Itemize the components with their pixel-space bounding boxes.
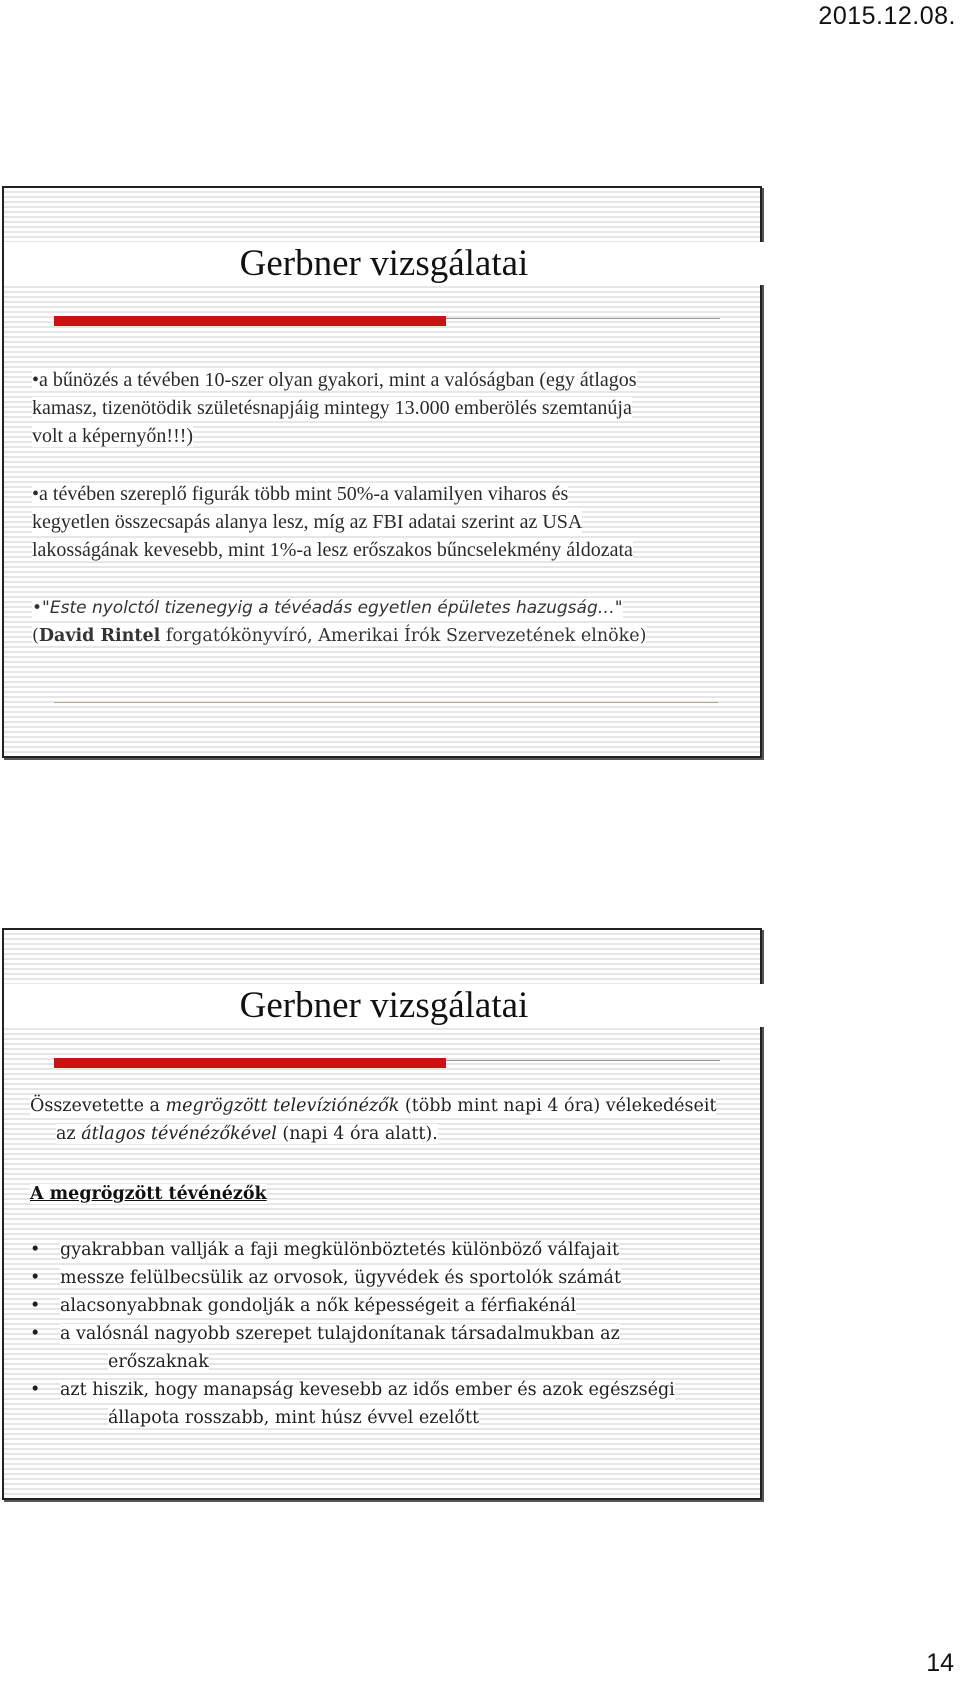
- list-item-continuation: erőszaknak: [108, 1352, 209, 1372]
- attribution-role: forgatókönyvíró, Amerikai Írók Szervezetének elnöke): [160, 626, 647, 646]
- list-item-text: messze felülbecsülik az orvosok, ügyvédek és sportolók számát: [60, 1268, 621, 1288]
- list-item-text: alacsonyabbnak gondolják a nők képességeit a férfiakénál: [60, 1296, 577, 1316]
- slide-title: [4, 242, 764, 285]
- slide-2: [2, 928, 762, 1500]
- list-item-text: gyakrabban vallják a faji megkülönböztetés különböző válfajait: [60, 1240, 619, 1260]
- page-number: 14: [926, 1649, 954, 1677]
- slide-title: [4, 984, 764, 1027]
- title-rule: [446, 1060, 720, 1061]
- list-item: [24, 1264, 754, 1292]
- bullet-dot: •: [32, 598, 43, 618]
- list-item-text: a valósnál nagyobb szerepet tulajdonítanak társadalmukban az: [60, 1324, 620, 1344]
- slide-1: [2, 186, 762, 758]
- bullet-dot: •: [30, 1296, 41, 1316]
- section-heading: [30, 1180, 267, 1208]
- bullet-text-line: kamasz, tizenötödik születésnapjáig mintegy 13.000 emberölés szemtanúja: [32, 397, 632, 419]
- quote: [32, 594, 752, 622]
- bullet-text-line: a tévében szereplő figurák több mint 50%-a valamilyen viharos és: [39, 483, 569, 505]
- attribution-name: David Rintel: [38, 626, 161, 646]
- bullet-dot: •: [32, 483, 40, 505]
- quote-attribution: [32, 622, 752, 650]
- bullet-violence-victims: [32, 480, 752, 564]
- list-item: [24, 1292, 754, 1320]
- intro-text: (több mint napi 4 óra) vélekedéseit: [399, 1096, 717, 1116]
- list-item-text: azt hiszik, hogy manapság kevesebb az idős ember és azok egészségi: [60, 1380, 675, 1400]
- intro-paragraph: [30, 1092, 750, 1148]
- page-date: 2015.12.08.: [818, 2, 956, 30]
- slide-title-text: Gerbner vizsgálatai: [234, 985, 535, 1026]
- title-accent-bar: [54, 316, 446, 326]
- intro-text: az: [56, 1124, 82, 1144]
- slide-title-text: Gerbner vizsgálatai: [234, 243, 535, 284]
- quote-text: "Este nyolctól tizenegyig a tévéadás egyetlen épületes hazugság…": [42, 598, 623, 618]
- bottom-rule: [54, 702, 718, 703]
- title-rule: [446, 318, 720, 319]
- findings-list: [24, 1236, 754, 1432]
- bullet-dot: •: [32, 369, 40, 391]
- bullet-dot: •: [30, 1380, 41, 1400]
- intro-italic-term: átlagos tévénézőkével: [81, 1124, 277, 1144]
- list-item: [24, 1320, 754, 1376]
- bullet-crime-frequency: [32, 366, 752, 450]
- intro-text: (napi 4 óra alatt).: [276, 1124, 438, 1144]
- bullet-text-line: volt a képernyőn!!!): [32, 425, 194, 447]
- bullet-text-line: a bűnözés a tévében 10-szer olyan gyakori, mint a valóságban (egy átlagos: [39, 369, 637, 391]
- attribution-paren: (: [32, 626, 39, 646]
- bullet-dot: •: [30, 1240, 41, 1260]
- list-item-continuation: állapota rosszabb, mint húsz évvel ezelőtt: [108, 1408, 480, 1428]
- intro-italic-term: megrögzött televíziónézők: [165, 1096, 400, 1116]
- bullet-text-line: kegyetlen összecsapás alanya lesz, míg az FBI adatai szerint az USA: [32, 511, 583, 533]
- intro-text: Összevetette a: [30, 1096, 166, 1116]
- bullet-text-line: lakosságának kevesebb, mint 1%-a lesz erőszakos bűncselekmény áldozata: [32, 539, 633, 561]
- section-heading-text: A megrögzött tévénézők: [30, 1184, 267, 1204]
- title-accent-bar: [54, 1058, 446, 1068]
- list-item: [24, 1376, 754, 1432]
- bullet-dot: •: [30, 1268, 41, 1288]
- bullet-dot: •: [30, 1324, 41, 1344]
- list-item: [24, 1236, 754, 1264]
